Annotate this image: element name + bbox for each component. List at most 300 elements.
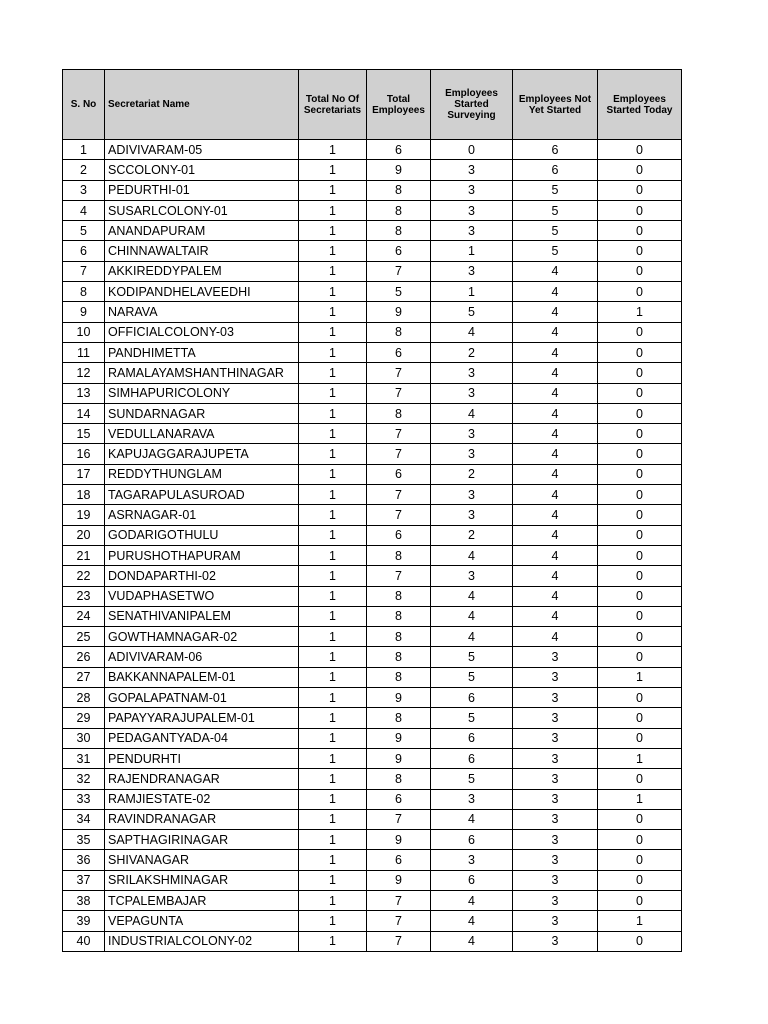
total-employees-cell: 8 [367,667,431,687]
total-secretariats-cell: 1 [299,180,367,200]
total-employees-cell: 7 [367,485,431,505]
not-yet-started-cell: 3 [513,890,598,910]
total-secretariats-cell: 1 [299,809,367,829]
total-secretariats-cell: 1 [299,383,367,403]
total-employees-cell: 8 [367,769,431,789]
started-surveying-cell: 3 [431,505,513,525]
total-secretariats-cell: 1 [299,627,367,647]
started-today-cell: 0 [598,850,682,870]
table-row [63,931,682,951]
not-yet-started-cell: 5 [513,200,598,220]
total-employees-cell: 7 [367,424,431,444]
not-yet-started-cell: 3 [513,809,598,829]
total-secretariats-cell: 1 [299,850,367,870]
serial-number-cell: 27 [63,667,105,687]
started-surveying-cell: 3 [431,383,513,403]
started-today-cell: 0 [598,708,682,728]
total-secretariats-cell: 1 [299,363,367,383]
not-yet-started-cell: 4 [513,342,598,362]
secretariat-name-cell: OFFICIALCOLONY-03 [105,322,299,342]
table-row [63,748,682,768]
header-total-secretariats: Total No Of Secretariats [299,70,367,140]
secretariat-name-cell: SENATHIVANIPALEM [105,606,299,626]
secretariat-name-cell: GODARIGOTHULU [105,525,299,545]
not-yet-started-cell: 4 [513,444,598,464]
not-yet-started-cell: 4 [513,464,598,484]
serial-number-cell: 6 [63,241,105,261]
serial-number-cell: 14 [63,403,105,423]
started-surveying-cell: 5 [431,708,513,728]
not-yet-started-cell: 4 [513,363,598,383]
total-secretariats-cell: 1 [299,667,367,687]
serial-number-cell: 40 [63,931,105,951]
started-surveying-cell: 4 [431,890,513,910]
started-today-cell: 0 [598,140,682,160]
table-row [63,830,682,850]
total-employees-cell: 7 [367,383,431,403]
not-yet-started-cell: 3 [513,647,598,667]
not-yet-started-cell: 4 [513,261,598,281]
table-row [63,870,682,890]
not-yet-started-cell: 3 [513,911,598,931]
started-today-cell: 0 [598,424,682,444]
total-employees-cell: 9 [367,302,431,322]
total-secretariats-cell: 1 [299,444,367,464]
secretariat-survey-table [62,69,682,952]
table-row [63,728,682,748]
total-secretariats-cell: 1 [299,322,367,342]
table-row [63,586,682,606]
total-secretariats-cell: 1 [299,728,367,748]
not-yet-started-cell: 4 [513,525,598,545]
serial-number-cell: 23 [63,586,105,606]
started-today-cell: 0 [598,647,682,667]
header-employees-started-today: Employees Started Today [598,70,682,140]
started-today-cell: 0 [598,485,682,505]
not-yet-started-cell: 3 [513,688,598,708]
started-surveying-cell: 4 [431,627,513,647]
started-surveying-cell: 3 [431,424,513,444]
secretariat-name-cell: REDDYTHUNGLAM [105,464,299,484]
secretariat-name-cell: ADIVIVARAM-06 [105,647,299,667]
started-today-cell: 1 [598,667,682,687]
table-row [63,911,682,931]
total-employees-cell: 7 [367,444,431,464]
started-surveying-cell: 3 [431,850,513,870]
serial-number-cell: 11 [63,342,105,362]
total-employees-cell: 6 [367,789,431,809]
total-employees-cell: 5 [367,282,431,302]
total-secretariats-cell: 1 [299,200,367,220]
serial-number-cell: 24 [63,606,105,626]
table-body [63,140,682,952]
serial-number-cell: 15 [63,424,105,444]
not-yet-started-cell: 4 [513,383,598,403]
serial-number-cell: 37 [63,870,105,890]
started-surveying-cell: 5 [431,667,513,687]
serial-number-cell: 34 [63,809,105,829]
secretariat-name-cell: DONDAPARTHI-02 [105,566,299,586]
serial-number-cell: 33 [63,789,105,809]
serial-number-cell: 35 [63,830,105,850]
total-employees-cell: 7 [367,261,431,281]
started-today-cell: 0 [598,606,682,626]
started-today-cell: 0 [598,728,682,748]
started-surveying-cell: 3 [431,363,513,383]
started-today-cell: 0 [598,830,682,850]
total-secretariats-cell: 1 [299,525,367,545]
total-employees-cell: 6 [367,850,431,870]
total-secretariats-cell: 1 [299,485,367,505]
total-employees-cell: 8 [367,627,431,647]
secretariat-name-cell: GOPALAPATNAM-01 [105,688,299,708]
total-secretariats-cell: 1 [299,424,367,444]
secretariat-name-cell: BAKKANNAPALEM-01 [105,667,299,687]
table-row [63,140,682,160]
total-employees-cell: 7 [367,931,431,951]
secretariat-name-cell: SAPTHAGIRINAGAR [105,830,299,850]
table-row [63,363,682,383]
started-today-cell: 0 [598,464,682,484]
not-yet-started-cell: 3 [513,830,598,850]
secretariat-name-cell: KODIPANDHELAVEEDHI [105,282,299,302]
started-surveying-cell: 4 [431,403,513,423]
total-employees-cell: 9 [367,870,431,890]
not-yet-started-cell: 3 [513,728,598,748]
table-row [63,261,682,281]
header-row [63,70,682,140]
secretariat-name-cell: GOWTHAMNAGAR-02 [105,627,299,647]
table-row [63,241,682,261]
total-secretariats-cell: 1 [299,830,367,850]
total-employees-cell: 9 [367,688,431,708]
table-row [63,667,682,687]
secretariat-name-cell: RAVINDRANAGAR [105,809,299,829]
started-surveying-cell: 6 [431,688,513,708]
total-secretariats-cell: 1 [299,140,367,160]
serial-number-cell: 30 [63,728,105,748]
not-yet-started-cell: 5 [513,241,598,261]
serial-number-cell: 2 [63,160,105,180]
started-surveying-cell: 2 [431,464,513,484]
total-employees-cell: 7 [367,911,431,931]
table-row [63,627,682,647]
total-secretariats-cell: 1 [299,505,367,525]
table-row [63,789,682,809]
started-today-cell: 0 [598,322,682,342]
total-employees-cell: 6 [367,464,431,484]
not-yet-started-cell: 4 [513,485,598,505]
table-row [63,322,682,342]
secretariat-name-cell: PENDURHTI [105,748,299,768]
started-surveying-cell: 4 [431,606,513,626]
started-today-cell: 1 [598,302,682,322]
secretariat-name-cell: CHINNAWALTAIR [105,241,299,261]
started-surveying-cell: 4 [431,911,513,931]
table-row [63,403,682,423]
header-employees-started-surveying: Employees Started Surveying [431,70,513,140]
table-row [63,302,682,322]
table-row [63,688,682,708]
started-today-cell: 0 [598,627,682,647]
started-surveying-cell: 4 [431,931,513,951]
started-surveying-cell: 6 [431,748,513,768]
secretariat-name-cell: PANDHIMETTA [105,342,299,362]
secretariat-name-cell: SHIVANAGAR [105,850,299,870]
secretariat-name-cell: ANANDAPURAM [105,221,299,241]
started-today-cell: 0 [598,809,682,829]
secretariat-name-cell: PEDAGANTYADA-04 [105,728,299,748]
total-employees-cell: 8 [367,200,431,220]
started-surveying-cell: 3 [431,261,513,281]
total-employees-cell: 6 [367,342,431,362]
table-row [63,890,682,910]
total-secretariats-cell: 1 [299,688,367,708]
serial-number-cell: 39 [63,911,105,931]
serial-number-cell: 8 [63,282,105,302]
secretariat-name-cell: AKKIREDDYPALEM [105,261,299,281]
total-secretariats-cell: 1 [299,890,367,910]
serial-number-cell: 10 [63,322,105,342]
table-row [63,180,682,200]
started-surveying-cell: 0 [431,140,513,160]
table-row [63,464,682,484]
secretariat-name-cell: SIMHAPURICOLONY [105,383,299,403]
total-employees-cell: 6 [367,241,431,261]
header-serial-number: S. No [63,70,105,140]
not-yet-started-cell: 4 [513,424,598,444]
not-yet-started-cell: 3 [513,769,598,789]
started-today-cell: 0 [598,200,682,220]
serial-number-cell: 7 [63,261,105,281]
header-total-employees: Total Employees [367,70,431,140]
total-employees-cell: 8 [367,221,431,241]
secretariat-name-cell: SRILAKSHMINAGAR [105,870,299,890]
total-secretariats-cell: 1 [299,911,367,931]
secretariat-name-cell: TCPALEMBAJAR [105,890,299,910]
serial-number-cell: 12 [63,363,105,383]
total-employees-cell: 8 [367,586,431,606]
total-secretariats-cell: 1 [299,160,367,180]
serial-number-cell: 17 [63,464,105,484]
total-employees-cell: 9 [367,830,431,850]
total-secretariats-cell: 1 [299,606,367,626]
serial-number-cell: 32 [63,769,105,789]
table-row [63,606,682,626]
total-secretariats-cell: 1 [299,708,367,728]
started-surveying-cell: 4 [431,586,513,606]
total-employees-cell: 8 [367,322,431,342]
secretariat-name-cell: RAMJIESTATE-02 [105,789,299,809]
table-row [63,505,682,525]
started-surveying-cell: 5 [431,302,513,322]
total-secretariats-cell: 1 [299,769,367,789]
table-row [63,221,682,241]
table-row [63,545,682,565]
secretariat-name-cell: VUDAPHASETWO [105,586,299,606]
started-today-cell: 0 [598,444,682,464]
total-secretariats-cell: 1 [299,342,367,362]
not-yet-started-cell: 5 [513,221,598,241]
serial-number-cell: 1 [63,140,105,160]
table-row [63,342,682,362]
serial-number-cell: 18 [63,485,105,505]
serial-number-cell: 31 [63,748,105,768]
started-today-cell: 0 [598,180,682,200]
secretariat-name-cell: VEDULLANARAVA [105,424,299,444]
secretariat-name-cell: INDUSTRIALCOLONY-02 [105,931,299,951]
started-surveying-cell: 3 [431,200,513,220]
total-secretariats-cell: 1 [299,789,367,809]
serial-number-cell: 3 [63,180,105,200]
not-yet-started-cell: 3 [513,667,598,687]
secretariat-name-cell: KAPUJAGGARAJUPETA [105,444,299,464]
serial-number-cell: 4 [63,200,105,220]
not-yet-started-cell: 4 [513,282,598,302]
total-secretariats-cell: 1 [299,647,367,667]
total-secretariats-cell: 1 [299,545,367,565]
started-surveying-cell: 4 [431,545,513,565]
started-surveying-cell: 4 [431,809,513,829]
table-row [63,708,682,728]
total-employees-cell: 8 [367,545,431,565]
total-secretariats-cell: 1 [299,870,367,890]
serial-number-cell: 5 [63,221,105,241]
total-employees-cell: 7 [367,566,431,586]
serial-number-cell: 29 [63,708,105,728]
table-row [63,200,682,220]
not-yet-started-cell: 5 [513,180,598,200]
serial-number-cell: 20 [63,525,105,545]
not-yet-started-cell: 4 [513,545,598,565]
started-today-cell: 0 [598,241,682,261]
started-surveying-cell: 3 [431,221,513,241]
started-surveying-cell: 5 [431,769,513,789]
started-today-cell: 0 [598,769,682,789]
total-employees-cell: 8 [367,403,431,423]
total-secretariats-cell: 1 [299,748,367,768]
started-surveying-cell: 4 [431,322,513,342]
started-surveying-cell: 3 [431,444,513,464]
header-employees-not-yet-started: Employees Not Yet Started [513,70,598,140]
started-surveying-cell: 5 [431,647,513,667]
started-today-cell: 0 [598,545,682,565]
started-today-cell: 0 [598,586,682,606]
table-row [63,485,682,505]
started-today-cell: 0 [598,282,682,302]
table-row [63,160,682,180]
started-today-cell: 1 [598,911,682,931]
not-yet-started-cell: 4 [513,627,598,647]
not-yet-started-cell: 4 [513,566,598,586]
started-today-cell: 0 [598,261,682,281]
serial-number-cell: 13 [63,383,105,403]
total-employees-cell: 9 [367,160,431,180]
serial-number-cell: 22 [63,566,105,586]
table-row [63,424,682,444]
started-surveying-cell: 3 [431,180,513,200]
table-row [63,647,682,667]
serial-number-cell: 38 [63,890,105,910]
secretariat-name-cell: ASRNAGAR-01 [105,505,299,525]
serial-number-cell: 16 [63,444,105,464]
started-today-cell: 0 [598,525,682,545]
total-employees-cell: 6 [367,140,431,160]
secretariat-name-cell: TAGARAPULASUROAD [105,485,299,505]
secretariat-name-cell: SUNDARNAGAR [105,403,299,423]
total-employees-cell: 8 [367,708,431,728]
total-employees-cell: 8 [367,180,431,200]
started-today-cell: 0 [598,688,682,708]
total-secretariats-cell: 1 [299,261,367,281]
started-surveying-cell: 6 [431,728,513,748]
started-surveying-cell: 6 [431,830,513,850]
table-row [63,525,682,545]
total-secretariats-cell: 1 [299,403,367,423]
secretariat-name-cell: PAPAYYARAJUPALEM-01 [105,708,299,728]
serial-number-cell: 28 [63,688,105,708]
started-surveying-cell: 3 [431,789,513,809]
total-employees-cell: 6 [367,525,431,545]
total-employees-cell: 8 [367,647,431,667]
not-yet-started-cell: 4 [513,606,598,626]
total-secretariats-cell: 1 [299,586,367,606]
serial-number-cell: 26 [63,647,105,667]
started-today-cell: 1 [598,748,682,768]
started-today-cell: 0 [598,870,682,890]
not-yet-started-cell: 3 [513,931,598,951]
not-yet-started-cell: 4 [513,586,598,606]
started-today-cell: 0 [598,931,682,951]
started-surveying-cell: 6 [431,870,513,890]
header-secretariat-name: Secretariat Name [105,70,299,140]
started-today-cell: 1 [598,789,682,809]
secretariat-name-cell: RAJENDRANAGAR [105,769,299,789]
not-yet-started-cell: 6 [513,160,598,180]
started-today-cell: 0 [598,383,682,403]
secretariat-name-cell: SUSARLCOLONY-01 [105,200,299,220]
table-row [63,444,682,464]
table-row [63,850,682,870]
total-secretariats-cell: 1 [299,931,367,951]
not-yet-started-cell: 3 [513,870,598,890]
secretariat-name-cell: NARAVA [105,302,299,322]
started-today-cell: 0 [598,363,682,383]
not-yet-started-cell: 4 [513,505,598,525]
started-today-cell: 0 [598,890,682,910]
started-surveying-cell: 3 [431,566,513,586]
total-employees-cell: 7 [367,890,431,910]
secretariat-name-cell: SCCOLONY-01 [105,160,299,180]
started-surveying-cell: 1 [431,241,513,261]
started-surveying-cell: 2 [431,525,513,545]
table-row [63,566,682,586]
not-yet-started-cell: 4 [513,302,598,322]
total-secretariats-cell: 1 [299,221,367,241]
total-secretariats-cell: 1 [299,282,367,302]
started-surveying-cell: 1 [431,282,513,302]
total-secretariats-cell: 1 [299,464,367,484]
started-today-cell: 0 [598,342,682,362]
total-employees-cell: 7 [367,363,431,383]
table-row [63,809,682,829]
not-yet-started-cell: 3 [513,850,598,870]
serial-number-cell: 25 [63,627,105,647]
not-yet-started-cell: 3 [513,789,598,809]
spreadsheet-page [62,69,682,952]
started-today-cell: 0 [598,403,682,423]
total-employees-cell: 8 [367,606,431,626]
